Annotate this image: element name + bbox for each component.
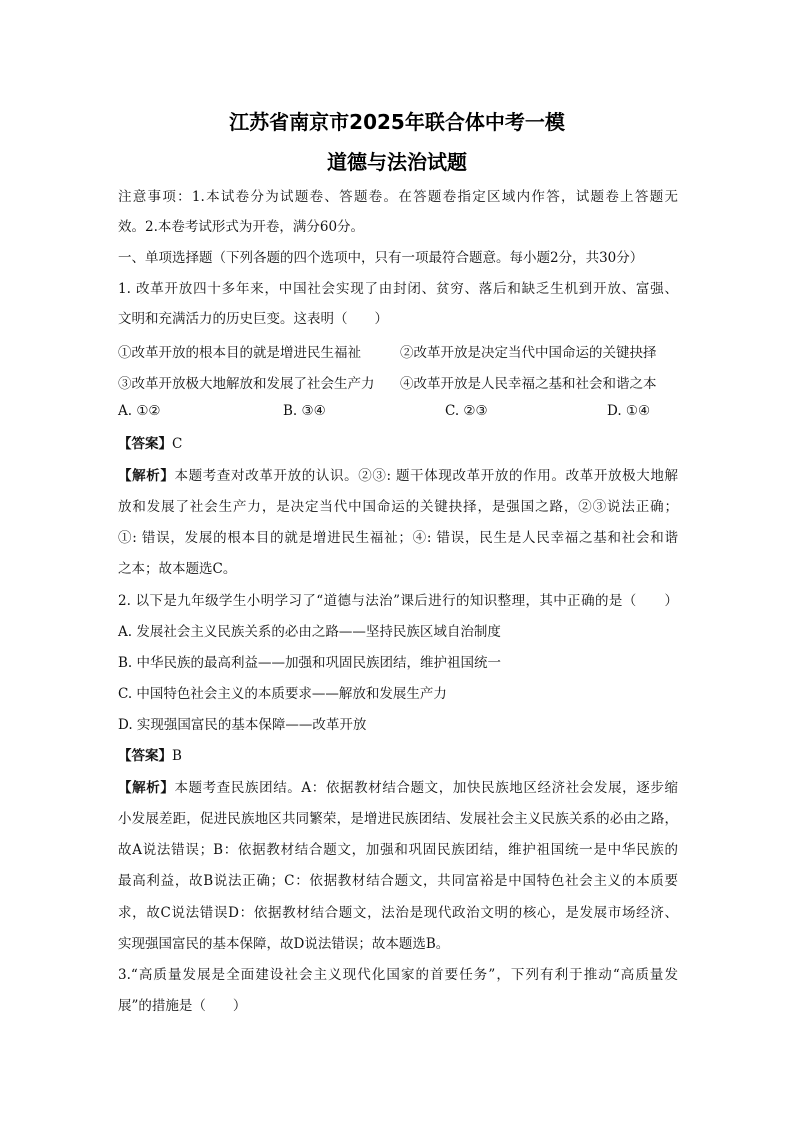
answer-tag: 【答案】 — [118, 748, 172, 764]
q1-statement-4: ④改革开放是人民幸福之基和社会和谐之本 — [400, 376, 657, 392]
q1-stem-line-2: 文明和充满活力的历史巨变。这表明（ ） — [118, 311, 388, 327]
q1-option-c: C. ②③ — [445, 403, 488, 419]
q3-stem-line-2: 展”的措施是（ ） — [118, 998, 247, 1014]
notice-line-2: 效。2.本卷考试形式为开卷，满分60分。 — [118, 219, 365, 235]
q1-analysis-line-4: 之本；故本题选C。 — [118, 561, 237, 577]
q2-analysis-line-2: 小发展差距，促进民族地区共同繁荣，是增进民族团结、发展社会主义民族关系的必由之路， — [118, 811, 678, 827]
analysis-text: 本题考查民族团结。A：依据教材结合题文，加快民族地区经济社会发展，逐步缩 — [174, 780, 678, 796]
answer-value: C — [172, 436, 183, 452]
q1-stem-line-1: 1. 改革开放四十多年来，中国社会实现了由封闭、贫穷、落后和缺乏生机到开放、富强、 — [118, 281, 678, 297]
q1-statement-2: ②改革开放是决定当代中国命运的关键抉择 — [400, 345, 657, 361]
analysis-text: 本题考查对改革开放的认识。②③: 题干体现改革开放的作用。改革开放极大地解 — [174, 468, 678, 484]
q2-option-b: B. 中华民族的最高利益——加强和巩固民族团结，维护祖国统一 — [118, 655, 502, 671]
q1-analysis-line-1 — [118, 466, 678, 486]
q2-analysis-line-3: 故A说法错误；B：依据教材结合题文，加强和巩固民族团结，维护祖国统一是中华民族的 — [118, 842, 678, 858]
q1-option-b: B. ③④ — [283, 403, 326, 419]
q1-statement-3: ③改革开放极大地解放和发展了社会生产力 — [118, 376, 375, 392]
q2-analysis-line-6: 实现强国富民的基本保障，故D说法错误；故本题选B。 — [118, 936, 450, 952]
q2-option-d: D. 实现强国富民的基本保障——改革开放 — [118, 717, 367, 733]
analysis-tag: 【解析】 — [118, 468, 175, 484]
notice-line-1: 注意事项：1.本试卷分为试题卷、答题卷。在答题卷指定区域内作答，试题卷上答题无 — [118, 189, 678, 205]
answer-tag: 【答案】 — [118, 436, 172, 452]
q1-answer — [118, 434, 678, 454]
q2-analysis-line-5: 求，故C说法错误D：依据教材结合题文，法治是现代政治文明的核心，是发展市场经济、 — [118, 905, 678, 921]
q2-option-a: A. 发展社会主义民族关系的必由之路——坚持民族区域自治制度 — [118, 624, 501, 640]
q2-analysis-line-4: 最高利益，故B说法正确；C：依据教材结合题文，共同富裕是中国特色社会主义的本质要 — [118, 873, 678, 889]
exam-subtitle: 道德与法治试题 — [327, 150, 467, 174]
section-heading: 一、单项选择题（下列各题的四个选项中，只有一项最符合题意。每小题2分，共30分） — [118, 250, 644, 266]
q1-option-d: D. ①④ — [607, 403, 651, 419]
q2-option-c: C. 中国特色社会主义的本质要求——解放和发展生产力 — [118, 686, 447, 702]
q2-answer — [118, 746, 678, 766]
q2-analysis-line-1 — [118, 778, 678, 798]
q2-stem: 2. 以下是九年级学生小明学习了“道德与法治”课后进行的知识整理，其中正确的是（ ） — [118, 593, 678, 609]
q1-analysis-line-2: 放和发展了社会生产力，是决定当代中国命运的关键抉择，是强国之路，②③说法正确； — [118, 499, 678, 515]
q1-option-a: A. ①② — [118, 403, 161, 419]
answer-value: B — [172, 748, 182, 764]
q1-analysis-line-3: ①: 错误，发展的根本目的就是增进民生福祉；④: 错误，民生是人民幸福之基和社会和谐 — [118, 530, 678, 546]
q1-statement-1: ①改革开放的根本目的就是增进民生福祉 — [118, 345, 361, 361]
q3-stem-line-1: 3.“高质量发展是全面建设社会主义现代化国家的首要任务”，下列有利于推动“高质量发 — [118, 967, 678, 983]
analysis-tag: 【解析】 — [118, 780, 175, 796]
exam-title: 江苏省南京市2025年联合体中考一模 — [229, 110, 565, 134]
